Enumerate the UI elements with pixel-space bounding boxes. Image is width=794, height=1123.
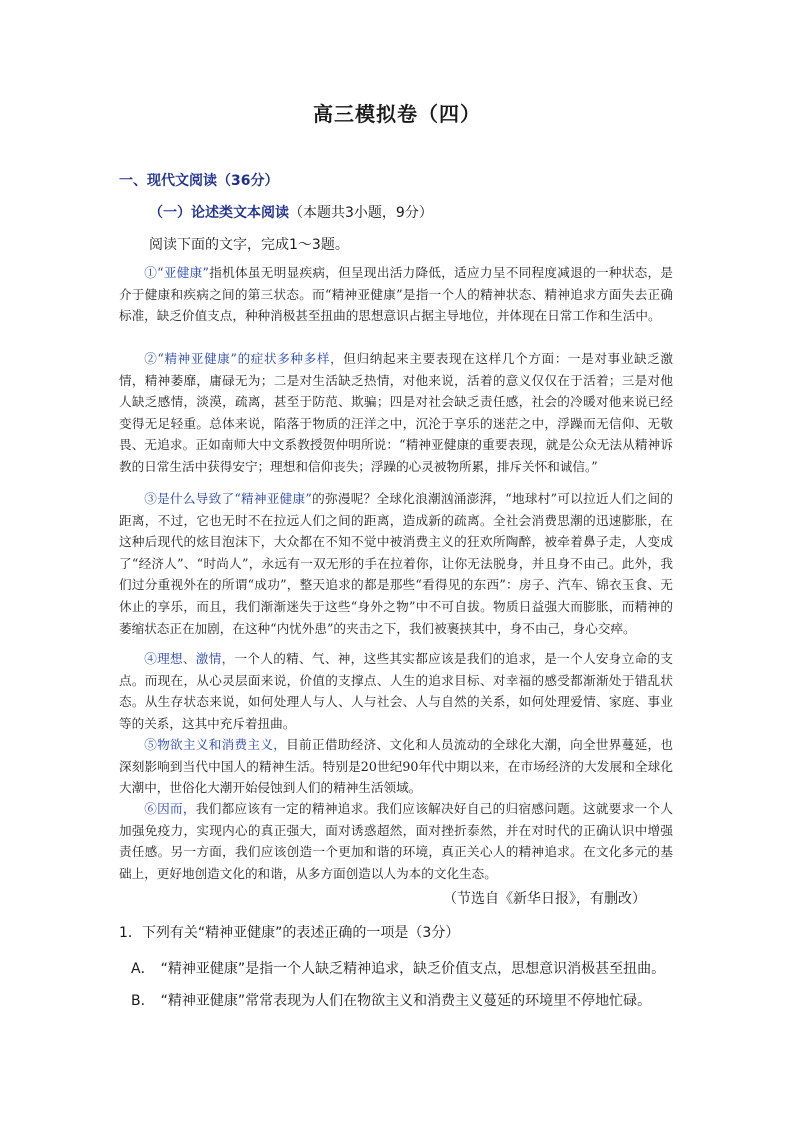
paragraph-3-lead: ③是什么导致了“精神亚健康” <box>144 491 312 506</box>
paragraph-2 <box>119 348 673 478</box>
option-text: “精神亚健康”是指一个人缺乏精神追求，缺乏价值支点，思想意识消极甚至扭曲。 <box>160 961 666 977</box>
paragraph-6 <box>119 798 673 884</box>
reading-instruction: 阅读下面的文字，完成1～3题。 <box>149 237 349 253</box>
paragraph-4 <box>119 648 673 734</box>
paragraph-2-lead: ②“精神亚健康”的症状多种多样， <box>144 351 344 366</box>
paragraph-6-text: 我们都应该有一定的精神追求。我们应该解决好自己的归宿感问题。这就要求一个人加强免疫力，实现内心的真正强大，面对诱惑超然，面对挫折泰然，并在对时代的正确认识中增强责任感。另一方面，我们应该创造一个更加和谐的环境，真正关心人的精神追求。在文化多元的基础上，更好地创造文化的和谐，从多方面创造以人为本的文化生态。 <box>119 801 674 881</box>
source-citation: （节选自《新华日报》，有删改） <box>443 891 646 907</box>
section-heading: 一、现代文阅读（36分） <box>119 173 279 189</box>
paragraph-6-lead: ⑥因而， <box>144 801 196 816</box>
subsection-note: （本题共3小题，9分） <box>289 205 433 221</box>
subsection-heading <box>149 202 433 222</box>
question-1-option-b <box>131 990 651 1010</box>
paragraph-5-text: 目前正借助经济、文化和人员流动的全球化大潮，向全世界蔓延，也深刻影响到当代中国人的精神生活。特别是20世纪90年代中期以来，在市场经济的大发展和全球化大潮中，世俗化大潮开始侵蚀到人们的精神生活领域。 <box>119 737 674 796</box>
paragraph-3-text: 的弥漫呢？全球化浪潮汹涌澎湃，“地球村”可以拉近人们之间的距离，不过，它也无时不在拉远人们之间的距离，造成新的疏离。全社会消费思潮的迅速膨胀，在这种后现代的炫目泡沫下，大众都在不知不觉中被消费主义的狂欢所陶醉，被牵着鼻子走，人变成了“经济人”、“时尚人”，永远有一双无形的手在拉着你，让你无法脱身，并且身不由己。此外，我们过分重视外在的所谓“成功”，整天追求的都是那些“看得见的东西”：房子、汽车、锦衣玉食、无休止的享乐，而且，我们渐渐迷失于这些“身外之物”中不可自拔。物质日益强大而膨胀，而精神的萎缩状态正在加剧，在这种“内忧外患”的夹击之下，我们被裹挟其中，身不由己，身心交瘁。 <box>119 491 673 636</box>
paragraph-2-text: 但归纳起来主要表现在这样几个方面：一是对事业缺乏激情，精神萎靡，庸碌无为；二是对生活缺乏热情，对他来说，活着的意义仅仅在于活着；三是对他人缺乏感情，淡漠，疏离，甚至于防范、欺骗；四是对社会缺乏责任感，社会的冷暖对他来说已经变得无足轻重。总体来说，陷落于物质的汪洋之中，沉沦于享乐的迷茫之中，浮躁而无信仰、无敬畏、无追求。正如南师大中文系教授贺仲明所说：“精神亚健康的重要表现，就是公众无法从精神诉教的日常生活中获得安宁；理想和信仰丧失；浮躁的心灵被物所累，排斥关怀和诚信。” <box>119 351 673 474</box>
option-letter: A． <box>131 961 155 977</box>
paragraph-5-lead: ⑤物欲主义和消费主义， <box>144 737 287 752</box>
paragraph-1 <box>119 262 673 327</box>
question-1-option-a <box>131 958 665 978</box>
option-letter: B． <box>131 993 155 1009</box>
exam-title: 高三模拟卷（四） <box>313 102 481 126</box>
paragraph-1-lead: ①“亚健康” <box>144 265 209 280</box>
paragraph-3 <box>119 488 673 639</box>
paragraph-4-text: 一个人的精、气、神，这些其实都应该是我们的追求，是一个人安身立命的支点。而现在，从心灵层面来说，价值的支撑点、人生的追求目标、对幸福的感受都渐渐处于错乱状态。从生存状态来说，如何处理人与人、人与社会、人与自然的关系，如何处理爱情、家庭、事业等的关系，这其中充斥着扭曲。 <box>119 651 674 731</box>
paragraph-4-lead: ④理想、激情， <box>144 651 235 666</box>
option-text: “精神亚健康”常常表现为人们在物欲主义和消费主义蔓延的环境里不停地忙碌。 <box>160 993 652 1009</box>
paragraph-1-text: 指机体虽无明显疾病，但呈现出活力降低，适应力呈不同程度减退的一种状态，是介于健康和疾病之间的第三状态。而“精神亚健康”是指一个人的精神状态、精神追求方面失去正确标准，缺乏价值支点，种种消极甚至扭曲的思想意识占据主导地位，并体现在日常工作和生活中。 <box>119 265 673 324</box>
question-1-stem: 1．下列有关“精神亚健康”的表述正确的一项是（3分） <box>119 925 460 941</box>
subsection-label: （一）论述类文本阅读 <box>149 205 289 221</box>
paragraph-5 <box>119 734 673 799</box>
